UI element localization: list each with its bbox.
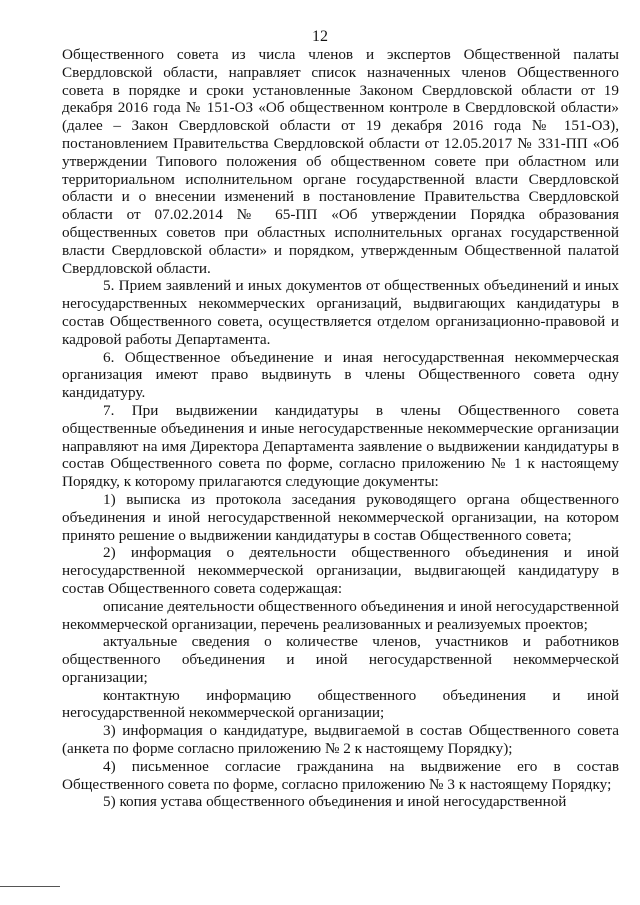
list-subitem-members: актуальные сведения о количестве членов, участников и работников общественного объединения и иной негосударственной некоммерческой организации; xyxy=(62,633,619,686)
document-body xyxy=(62,46,619,811)
list-item-5: 5) копия устава общественного объединения и иной негосударственной xyxy=(103,793,567,811)
list-item-1: 1) выписка из протокола заседания руководящего органа общественного объединения и иной негосударственной некоммерческой организации, на котором принято решение о выдвижении кандидатуры в состав Общественного совета; xyxy=(62,490,619,544)
list-item-3: 3) информация о кандидатуре, выдвигаемой в состав Общественного совета (анкета по форме согласно приложению № 2 к настоящему Порядку); xyxy=(62,722,619,758)
footer-rule xyxy=(0,886,60,887)
paragraph-continuation: Общественного совета из числа членов и экспертов Общественной палаты Свердловской области, направляет список назначенных членов Общественного совета в порядке и сроки установленные Законом Свердловской области от 19 декабря 2016 года № 151-ОЗ «Об общественном контроле в Свердловской области» (далее – Закон Свердловской области от 19 декабря 2016 года № 151-ОЗ), постановлением Правительства Свердловской области от 12.05.2017 № 331-ПП «Об утверждении Типового положения об общественном совете при областном или территориальном исполнительном органе государственной власти Свердловской области и о внесении изменений в постановление Правительства Свердловской области от 07.02.2014 № 65-ПП «Об утверждении Порядка образования общественных советов при областных исполнительных органах государственной власти Свердловской области» и порядком, утвержденным Общественной палатой Свердловской области. xyxy=(62,46,619,277)
list-item-2: 2) информация о деятельности общественного объединения и иной негосударственной некоммерческой организации, выдвигающей кандидатуру в состав Общественного совета содержащая: xyxy=(62,544,619,597)
list-subitem-description: описание деятельности общественного объединения и иной негосударственной некоммерческой организации, перечень реализованных и реализуемых проектов; xyxy=(62,597,619,633)
paragraph-item-7: 7. При выдвижении кандидатуры в члены Общественного совета общественные объединения и иные негосударственные некоммерческие организации направляют на имя Директора Департамента заявление о выдвижении кандидатуры в состав Общественного совета по форме, согласно приложению № 1 к настоящему Порядку, к которому прилагаются следующие документы: xyxy=(62,401,619,491)
paragraph-item-5: 5. Прием заявлений и иных документов от общественных объединений и иных негосударственных некоммерческих организаций, выдвигающих кандидатуры в состав Общественного совета, осуществляется отделом организационно-правовой и кадровой работы Департамента. xyxy=(62,277,619,348)
list-item-4: 4) письменное согласие гражданина на выдвижение его в состав Общественного совета по форме, согласно приложению № 3 к настоящему Порядку; xyxy=(62,757,619,793)
page-number: 12 xyxy=(312,28,328,45)
paragraph-item-6: 6. Общественное объединение и иная негосударственная некоммерческая организация имеют право выдвинуть в члены Общественного совета одну кандидатуру. xyxy=(62,348,619,402)
list-subitem-contacts: контактную информацию общественного объединения и иной негосударственной некоммерческой организации; xyxy=(62,686,619,722)
